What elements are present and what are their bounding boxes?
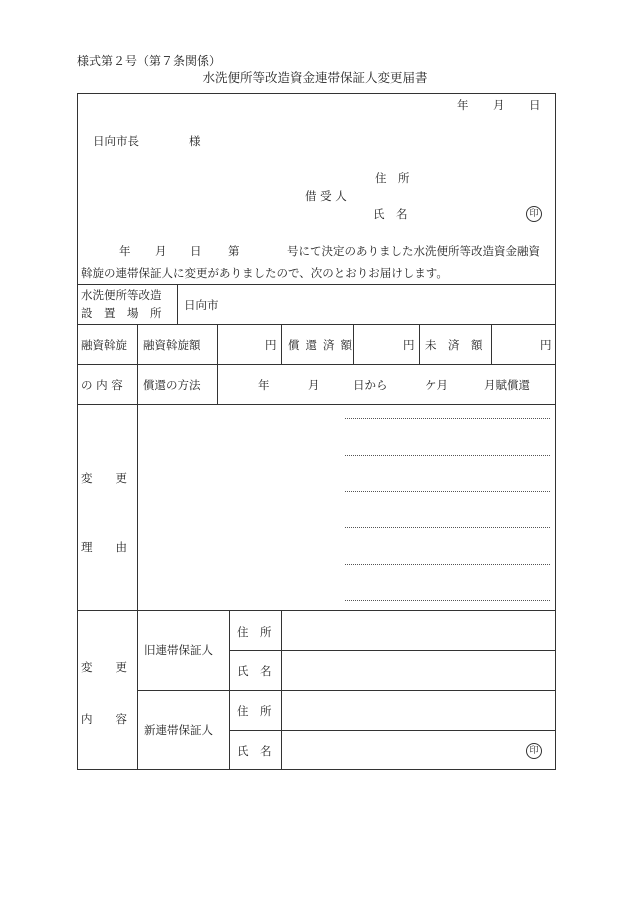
rule-below-location [77, 324, 556, 325]
repaid-amount-label: 償還済額 [288, 338, 358, 352]
location-city-value: 日向市 [184, 298, 219, 312]
addressee-name: 日向市長 [93, 134, 139, 148]
statement-line2: 斡旋の連帯保証人に変更がありましたので、次のとおりお届けします。 [81, 266, 448, 280]
applicant-address-label: 住 所 [375, 171, 410, 185]
honorific: 様 [189, 134, 201, 148]
reason-writing-line-5 [345, 564, 550, 565]
reason-label-line1: 変 更 [81, 471, 127, 485]
old-guarantor-label: 旧連帯保証人 [144, 643, 213, 657]
rule-repaid-divider [419, 324, 420, 364]
rule-below-loan-amounts [77, 364, 556, 365]
new-guarantor-address-label: 住 所 [237, 704, 272, 718]
reason-writing-line-1 [345, 418, 550, 419]
date-year-label: 年 [457, 98, 469, 112]
rule-guarantor-label-divider [229, 610, 230, 770]
statement-year: 年 [119, 244, 131, 258]
rule-below-loan-method [77, 404, 556, 405]
loan-label-line1: 融資斡旋 [81, 338, 127, 352]
rule-location-divider [177, 284, 178, 324]
repayment-year: 年 [258, 378, 270, 392]
reason-label-line2: 理 由 [81, 540, 127, 554]
borrower-label: 借 受 人 [305, 189, 347, 203]
repayment-monthly: 月賦償還 [484, 378, 530, 392]
repayment-from-day: 日から [353, 378, 388, 392]
location-label-line2: 設 置 場 所 [81, 306, 162, 320]
change-label-line2: 内 容 [81, 712, 127, 726]
date-day-label: 日 [529, 98, 541, 112]
repayment-method-label: 償還の方法 [143, 378, 201, 392]
applicant-seal-mark: 印 [526, 206, 542, 222]
location-label-line1: 水洗便所等改造 [81, 288, 162, 302]
new-guarantor-label: 新連帯保証人 [144, 723, 213, 737]
reason-writing-line-2 [345, 455, 550, 456]
rule-left-column [137, 324, 138, 770]
rule-below-reason [77, 610, 556, 611]
statement-line1: 号にて決定のありました水洗便所等改造資金融資 [287, 244, 540, 258]
rule-below-statement [77, 284, 556, 285]
repayment-month: 月 [308, 378, 320, 392]
rule-new-guarantor-mid [229, 730, 556, 731]
unpaid-amount-label: 未 済 額 [425, 338, 483, 352]
rule-between-guarantors [137, 690, 556, 691]
rule-guarantor-field-divider [281, 610, 282, 770]
reason-writing-line-6 [345, 600, 550, 601]
date-month-label: 月 [493, 98, 505, 112]
rule-unpaid-label-divider [491, 324, 492, 364]
new-guarantor-name-label: 氏 名 [237, 744, 272, 758]
document-title: 水洗便所等改造資金連帯保証人変更届書 [202, 70, 428, 85]
old-guarantor-address-label: 住 所 [237, 625, 272, 639]
reason-writing-line-4 [345, 527, 550, 528]
statement-number-prefix: 第 [228, 244, 240, 258]
old-guarantor-name-label: 氏 名 [237, 664, 272, 678]
rule-loan-label-divider [217, 324, 218, 404]
unpaid-amount-unit: 円 [540, 338, 552, 352]
rule-amount-divider [281, 324, 282, 364]
applicant-name-label: 氏 名 [373, 207, 408, 221]
rule-old-guarantor-mid [229, 650, 556, 651]
form-number-label: 様式第２号（第７条関係） [77, 54, 222, 68]
loan-amount-unit: 円 [265, 338, 277, 352]
repayment-months: ケ月 [425, 378, 448, 392]
new-guarantor-seal-mark: 印 [526, 743, 542, 759]
statement-month: 月 [155, 244, 167, 258]
loan-label-line2: の 内 容 [81, 378, 123, 392]
reason-writing-line-3 [345, 491, 550, 492]
repaid-amount-unit: 円 [403, 338, 415, 352]
statement-day: 日 [190, 244, 202, 258]
loan-amount-label: 融資斡旋額 [143, 338, 201, 352]
change-label-line1: 変 更 [81, 660, 127, 674]
